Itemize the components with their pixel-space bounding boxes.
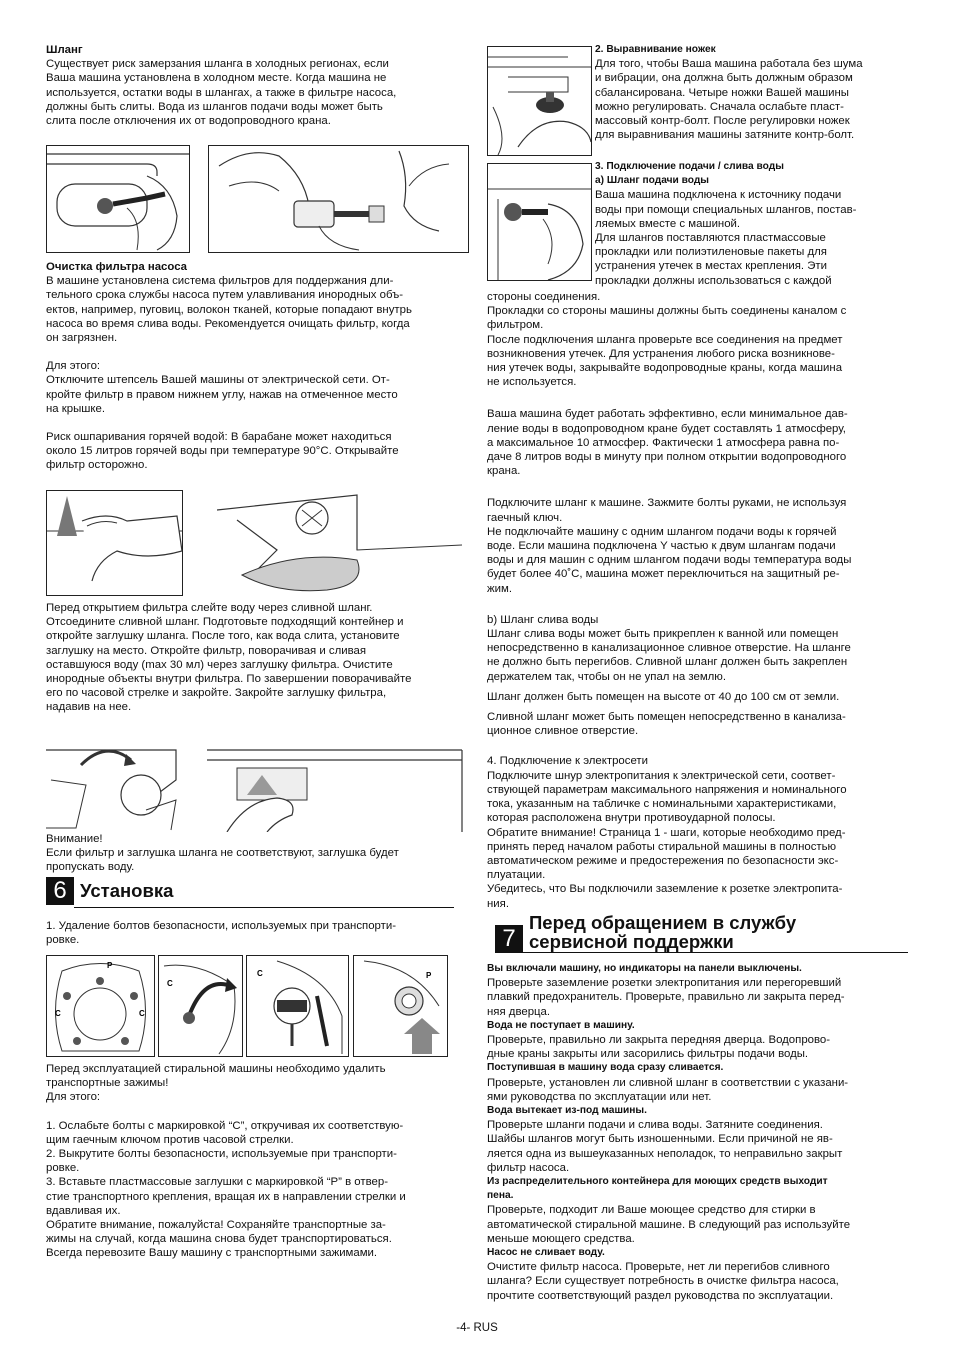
supply-title: 3. Подключение подачи / слива воды [595,161,784,172]
figure-hose-connector [208,145,469,253]
attention-block [46,832,467,875]
text-line: В машине установлена система фильтров для поддержания дли- [46,275,394,288]
answer-1 [487,976,908,1019]
answer-3 [487,1076,908,1104]
text-line: насоса во время слива воды. Рекомендуется очищать фильтр, когда [46,317,410,330]
bolts-paragraph [46,919,467,947]
answer-5 [487,1203,908,1246]
text-line: Обратите внимание, пожалуйста! Сохраняйте транспортные за- [46,1219,386,1232]
section-7-heading [495,913,796,953]
text-line: плуатации. [487,869,546,882]
steps-paragraph [46,1119,467,1261]
text-line: инородные объекты внутри фильтра. По завершении поворачивайте [46,673,412,686]
text-line: Для шлангов поставляются пластмассовые [595,232,826,245]
text-line: Прокладки со стороны машины должны быть соединены каналом с [487,305,847,318]
text-line: надавив на нее. [46,701,132,714]
text-line: Проверьте заземление розетки электропитания или перегоревший [487,977,842,990]
figure-plug-insert [353,955,448,1057]
pump-section [46,260,467,473]
text-line: ния утечек воды, закрывайте водопроводные краны, когда машина [487,362,843,375]
question-5-line1: Из распределительного контейнера для моющих средств выходит [487,1176,828,1188]
text-line: пропускать воду. [46,861,135,874]
text-line: Существует риск замерзания шланга в холодных регионах, если [46,58,389,71]
text-line: крана. [487,465,521,478]
text-line: После подключения шланга проверьте все соединения на предмет [487,333,843,346]
drain-paragraph [487,627,908,684]
text-line: не должно быть перегибов. Сливной шланг должен быть закреплен [487,656,848,669]
answer-2 [487,1033,908,1061]
question-5-line2: пена. [487,1190,514,1202]
text-line: воде. Если машина подключена Y частью к двум шлангам подачи [487,540,836,553]
text-line: ния. [487,897,509,910]
text-line: жимы на случай, когда машина снова будет транспортироваться. [46,1233,392,1246]
for-this-label: Для этого: [46,360,101,373]
text-line: автоматическом режиме и предостережения по безопасности экс- [487,854,839,867]
text-line: ствующей параметрам максимального напряжения и номинального [487,783,847,796]
text-line: прокладки должны использоваться с каждой [595,274,832,287]
attention-label: Внимание! [46,833,103,845]
text-line: фильтр насоса. [487,1161,570,1174]
text-line: Шайбы шлангов могут быть изношенными. Если причиной не яв- [487,1133,833,1146]
text-line: сбалансирована. Четыре ножки Вашей машины [595,86,849,99]
text-line: а максимальное 10 атмосфер. Фактически 1 атмосфера равна по- [487,436,840,449]
question-4: Вода вытекает из-под машины. [487,1105,647,1117]
text-line: Если фильтр и заглушка шланга не соответствуют, заглушка будет [46,847,399,860]
figure-hose-tap [46,145,190,253]
text-line: ями руководства по эксплуатации или нет. [487,1090,712,1103]
text-line: няя дверца. [487,1005,551,1018]
text-line: воды при помощи специальных шлангов, постав- [595,203,857,216]
section-7-title [523,913,796,951]
troubleshooting-block [487,962,908,1303]
text-line: около 15 литров горячей воды при температуре 90°С. Открывайте [46,445,399,458]
question-2: Вода не поступает в машину. [487,1019,635,1031]
figure-supply-hose [487,163,592,281]
text-line: Ваша машина будет работать эффективно, если минимальное дав- [487,408,848,421]
text-line: ровке. [46,1162,80,1175]
text-line: принять перед началом работы стиральной машины в полностью [487,840,837,853]
text-line: Перед открытием фильтра слейте воду через сливной шланг. [46,602,373,614]
risk-paragraph [46,430,467,473]
text-line: шланга? Если существует потребность в очистке фильтра насоса, [487,1275,839,1288]
text-line: тельного срока службы насоса путем улавливания инородных объ- [46,289,404,302]
section-7-title-line1: Перед обращением в службу [529,912,797,933]
before-use-paragraph [46,1062,467,1105]
text-line: стие транспортного крепления, вращая их в направлении стрелки и [46,1190,406,1203]
direct-paragraph [487,710,908,738]
figure-filter-turn [46,740,186,832]
power-title: 4. Подключение к электросети [487,755,648,768]
text-line: дные краны закрыты или засорились фильтры подачи воды. [487,1048,809,1061]
section-6-heading [46,877,173,905]
text-line: слита после отключения их от водопроводного крана. [46,115,331,128]
text-line: Проверьте шланги подачи и слива воды. Затяните соединения. [487,1119,823,1132]
text-line: он загрязнен. [46,332,118,345]
feet-block [595,43,915,142]
answer-6 [487,1260,908,1303]
text-line: откройте заглушку шланга. После того, как вода слита, установите [46,630,400,643]
text-line: для выравнивания машины затяните контр-болт. [595,129,855,142]
text-line: даче 8 литров воды в минуту при полном открытии водопроводного [487,451,847,464]
text-line: массовый контр-болт. После регулировки ножек [595,115,850,128]
text-line: ектов, например, пуговиц, волокон тканей, которые попадают внутрь [46,303,412,316]
bolt-label-c: C [139,1009,145,1018]
bolt-label-p: P [107,961,113,970]
pump-title: Очистка фильтра насоса [46,261,187,273]
text-line: щим гаечным ключом против часовой стрелки. [46,1133,294,1146]
text-line: 1. Удаление болтов безопасности, используемых при транспорти- [46,920,396,932]
text-line: фильтром. [487,319,544,332]
text-line: непосредственно в канализационное сливное отверстие. На шланге [487,642,851,655]
text-line: прочтите соответствующий раздел руководства по эксплуатации. [487,1289,834,1302]
feet-title: 2. Выравнивание ножек [595,44,716,55]
figure-press-cover [207,740,467,832]
text-line: тока, указанным на табличке с номинальными характеристиками, [487,798,837,811]
question-6: Насос не сливает воду. [487,1247,605,1259]
bolt-label-c: C [167,979,173,988]
text-line: не используется. [487,376,577,389]
before-open-paragraph [46,601,467,715]
pump-paragraph [46,274,467,345]
figure-filter-open [217,490,467,594]
text-line: Ваша машина подключена к источнику подачи [595,189,842,202]
text-line: ровке. [46,934,80,947]
bolt-label-c: C [55,1009,61,1018]
text-line: меньше моющего средства. [487,1232,635,1245]
supply-block [595,160,915,288]
text-line: оставшуюся воду (max 30 мл) через заглушку фильтра. Очистите [46,658,393,671]
section-6-number: 6 [46,877,74,905]
section-7-number: 7 [495,925,523,953]
text-line: Проверьте, правильно ли закрыта передняя дверца. Водопрово- [487,1034,831,1047]
hose-paragraph [46,57,467,128]
left-column [46,43,467,128]
section-7-title-line2: сервисной поддержки [529,931,734,952]
text-line: Сливной шланг может быть помещен непосредственно в канализа- [487,711,846,724]
text-line: можно регулировать. Сначала ослабьте пласт- [595,100,844,113]
text-line: фильтр осторожно. [46,459,148,472]
text-line: Для того, чтобы Ваша машина работала без шума [595,58,863,71]
text-line: 3. Вставьте пластмассовые заглушки с маркировкой “Р” в отвер- [46,1176,388,1189]
pressure-paragraph [487,407,908,478]
text-line: вдавливая их. [46,1204,121,1217]
bolt-label-c: C [257,969,263,978]
text-line: воды и для машин с одним шлангом подачи воды температура воды [487,554,852,567]
attention-paragraph [46,846,467,874]
text-line: ляется одна из вышеуказанных неполадок, то неправильно закрыт [487,1147,843,1160]
text-line: ляемых вместе с машиной. [595,217,741,230]
figure-filter-cover [46,490,183,596]
answer-4 [487,1118,908,1175]
text-line: используется, остатки воды в шлангах, а также в фильтре насоса, [46,86,397,99]
text-line: ционное сливное отверстие. [487,725,639,738]
text-line: 2. Выкрутите болты безопасности, используемые при транспорти- [46,1148,397,1161]
figure-bolts-remove [246,955,349,1057]
text-line: жим. [487,582,512,595]
power-paragraph [487,769,908,911]
text-line: Перед эксплуатацией стиральной машины необходимо удалить [46,1063,386,1075]
install-block [46,1062,467,1261]
figure-bolts-wrench [158,955,243,1057]
text-line: Очистите фильтр насоса. Проверьте, нет ли перегибов сливного [487,1261,830,1274]
unplug-paragraph [46,373,467,416]
text-line: Отключите штепсель Вашей машины от электрической сети. От- [46,374,390,387]
figure-leveling-feet [487,46,592,156]
text-line: Всегда перевозите Вашу машину с транспортными зажимами. [46,1247,378,1260]
text-line: держателем так, чтобы он не упал на землю. [487,670,727,683]
text-line: Шланг слива воды может быть прикреплен к ванной или помещен [487,628,839,641]
text-line: Проверьте, установлен ли сливной шланг в соответствии с указани- [487,1076,849,1089]
text-line: заглушку на место. Откройте фильтр, поворачивая и сливая [46,644,367,657]
text-line: Для этого: [46,1091,101,1104]
right-main [487,290,908,911]
question-3: Поступившая в машину вода сразу сливается. [487,1062,724,1074]
text-line: Обратите внимание! Страница 1 - шаги, которые необходимо пред- [487,826,846,839]
section-7-rule [523,952,908,953]
drain-subtitle: b) Шланг слива воды [487,613,599,626]
text-line: кройте фильтр в правом нижнем углу, нажав на отмеченное место [46,388,398,401]
supply-paragraph [595,188,915,287]
section-6-rule [74,907,454,908]
connect-paragraph [487,496,908,595]
hose-title: Шланг [46,44,83,56]
text-line: 1. Ослабьте болты с маркировкой “С”, откручивая их соответствую- [46,1119,404,1132]
section-6-title: Установка [80,880,174,901]
text-line: Риск ошпаривания горячей водой: В барабане может находиться [46,431,392,444]
text-line: Подключите шнур электропитания к электрической сети, соответ- [487,769,836,782]
question-1: Вы включали машину, но индикаторы на панели выключены. [487,963,802,974]
supply-subtitle: а) Шланг подачи воды [595,175,710,187]
text-line: и вибрации, она должна быть должным образом [595,72,853,85]
text-line: на крышке. [46,402,106,415]
text-line: возникновения утечек. Для устранения любого риска возникнове- [487,347,835,360]
text-line: Не подключайте машину с одним шлангом подачи воды к горячей [487,525,837,538]
feet-paragraph [595,57,915,142]
text-line: автоматической стиральной машине. В следующий раз используйте [487,1218,851,1231]
text-line: должны быть слиты. Вода из шлангов подачи воды может быть [46,100,383,113]
plug-label-p: P [426,971,432,980]
supply-continued [487,290,908,389]
text-line: гаечный ключ. [487,511,563,524]
text-line: Подключите шланг к машине. Зажмите болты руками, не используя [487,497,847,510]
text-line: Ваша машина установлена в холодном месте. Когда машина не [46,72,387,85]
height-line: Шланг должен быть помещен на высоте от 40 до 100 см от земли. [487,690,840,703]
text-line: стороны соединения. [487,291,601,303]
text-line: Проверьте, подходит ли Ваше моющее средство для стирки в [487,1204,816,1217]
page-footer: -4- RUS [456,1322,498,1334]
text-line: которая расположена внутри противоударной полосы. [487,812,776,825]
text-line: Убедитесь, что Вы подключили заземление к розетке электропита- [487,883,843,896]
text-line: прокладки или полиэтиленовые пакеты для [595,246,827,259]
figure-bolts-back [46,955,155,1057]
text-line: будет более 40˚С, машина может переключиться на защитный ре- [487,568,840,581]
text-line: плавкий предохранитель. Проверьте, правильно ли закрыта перед- [487,991,845,1004]
text-line: его по часовой стрелке и закройте. Закройте заглушку фильтра, [46,687,387,700]
text-line: транспортные зажимы! [46,1077,169,1090]
text-line: ление воды в водопроводном кране будет составлять 1 атмосферу, [487,422,846,435]
text-line: устранения утечек в местах крепления. Эти [595,260,828,273]
text-line: Отсоедините сливной шланг. Подготовьте подходящий контейнер и [46,616,404,629]
